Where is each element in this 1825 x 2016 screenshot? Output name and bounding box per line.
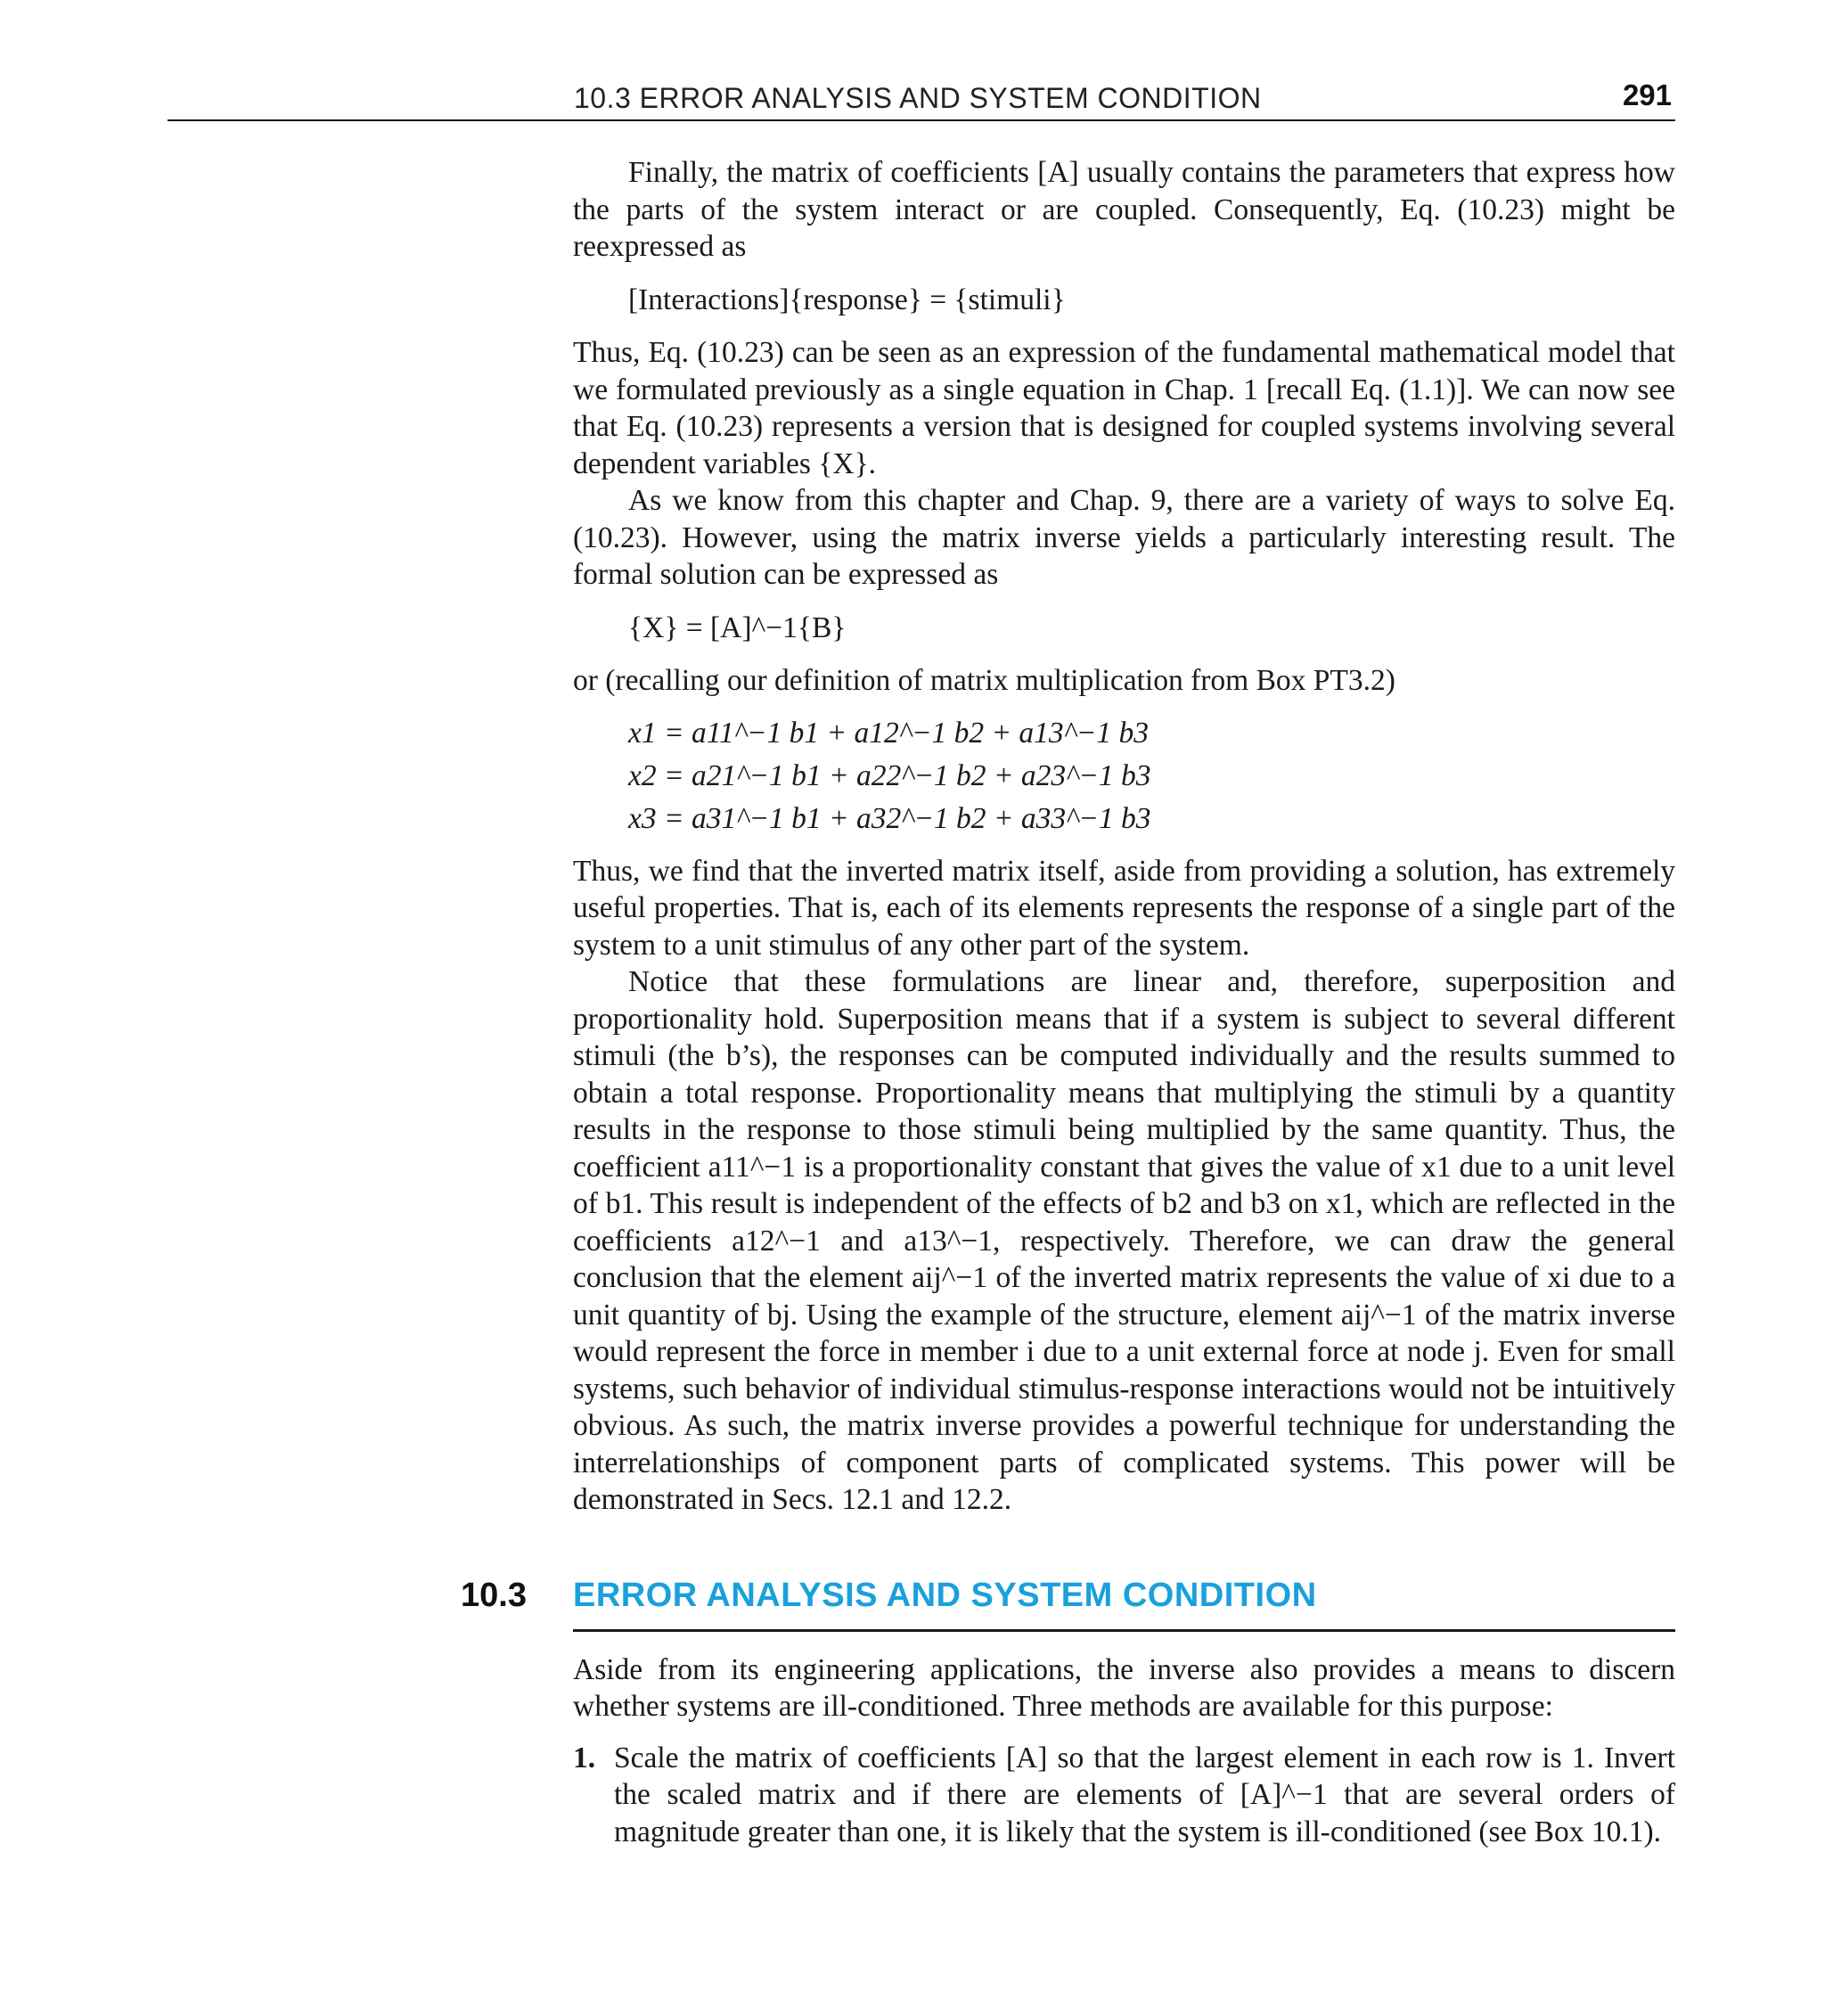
main-text: [461, 154, 1675, 1850]
section-title: ERROR ANALYSIS AND SYSTEM CONDITION: [573, 1576, 1317, 1614]
section-number: 10.3: [461, 1576, 527, 1614]
paragraph-1: Finally, the matrix of coefficients [A] usually contains the parameters that express how the parts of the system interact or are coupled. Consequently, Eq. (10.23) might be reexpressed as: [573, 156, 1675, 263]
equation-system: [628, 712, 1675, 840]
display-equation-formal-solution: {X} = [A]^−1{B}: [628, 611, 847, 644]
running-header: [168, 78, 1675, 121]
list-text: Scale the matrix of coefficients [A] so that the largest element in each row is 1. Invert the scaled matrix and if there are elements of [A]^−1 that are several orders of magnitude greater than one, it is likely that the system is ill-conditioned (see Box 10.1).: [614, 1741, 1675, 1848]
list-item: [573, 1740, 1675, 1851]
equation-x2: x2 = a21^−1 b1 + a22^−1 b2 + a23^−1 b3: [628, 758, 1151, 792]
equation-x1: x1 = a11^−1 b1 + a12^−1 b2 + a13^−1 b3: [628, 716, 1150, 750]
running-title: 10.3 ERROR ANALYSIS AND SYSTEM CONDITION: [574, 82, 1262, 114]
list-number: 1.: [573, 1741, 596, 1774]
display-equation-interactions: [Interactions]{response} = {stimuli}: [628, 283, 1066, 316]
section-heading: [461, 1572, 1675, 1632]
paragraph-2: Thus, Eq. (10.23) can be seen as an expression of the fundamental mathematical model that we formulated previously as a single equation in Chap. 1 [recall Eq. (1.1)]. We can now see that Eq. (10.23) represents a version that is designed for coupled systems involving several dependent variables {X}.: [573, 336, 1675, 480]
paragraph-4: or (recalling our definition of matrix multiplication from Box PT3.2): [573, 664, 1395, 697]
equation-x3: x3 = a31^−1 b1 + a32^−1 b2 + a33^−1 b3: [628, 801, 1151, 835]
paragraph-3: As we know from this chapter and Chap. 9, there are a variety of ways to solve Eq. (10.23). However, using the matrix inverse yields a particularly interesting result. The formal solution can be expressed as: [573, 484, 1675, 591]
page-number: 291: [1622, 78, 1672, 111]
paragraph-6: Notice that these formulations are linear and, therefore, superposition and proportionality hold. Superposition means that if a system is subject to several different stimuli (the b’s), the responses can be computed individually and the results summed to obtain a total response. Proportionality means that multiplying the stimuli by a quantity results in the response to those stimuli being multiplied by the same quantity. Thus, the coefficient a11^−1 is a proportionality constant that gives the value of x1 due to a unit level of b1. This result is independent of the effects of b2 and b3 on x1, which are reflected in the coefficients a12^−1 and a13^−1, respectively. Therefore, we can draw the general conclusion that the element aij^−1 of the inverted matrix represents the value of xi due to a unit quantity of bj. Using the example of the structure, element aij^−1 of the matrix inverse would represent the force in member i due to a unit external force at node j. Even for small systems, such behavior of individual stimulus-response interactions would not be intuitively obvious. As such, the matrix inverse provides a powerful technique for understanding the interrelationships of component parts of complicated systems. This power will be demonstrated in Secs. 12.1 and 12.2.: [573, 965, 1675, 1516]
section-intro: Aside from its engineering applications, the inverse also provides a means to discern whether systems are ill-conditioned. Three methods are available for this purpose:: [573, 1652, 1675, 1723]
paragraph-5: Thus, we find that the inverted matrix itself, aside from providing a solution, has extremely useful properties. That is, each of its elements represents the response of a single part of the system to a unit stimulus of any other part of the system.: [573, 854, 1675, 962]
